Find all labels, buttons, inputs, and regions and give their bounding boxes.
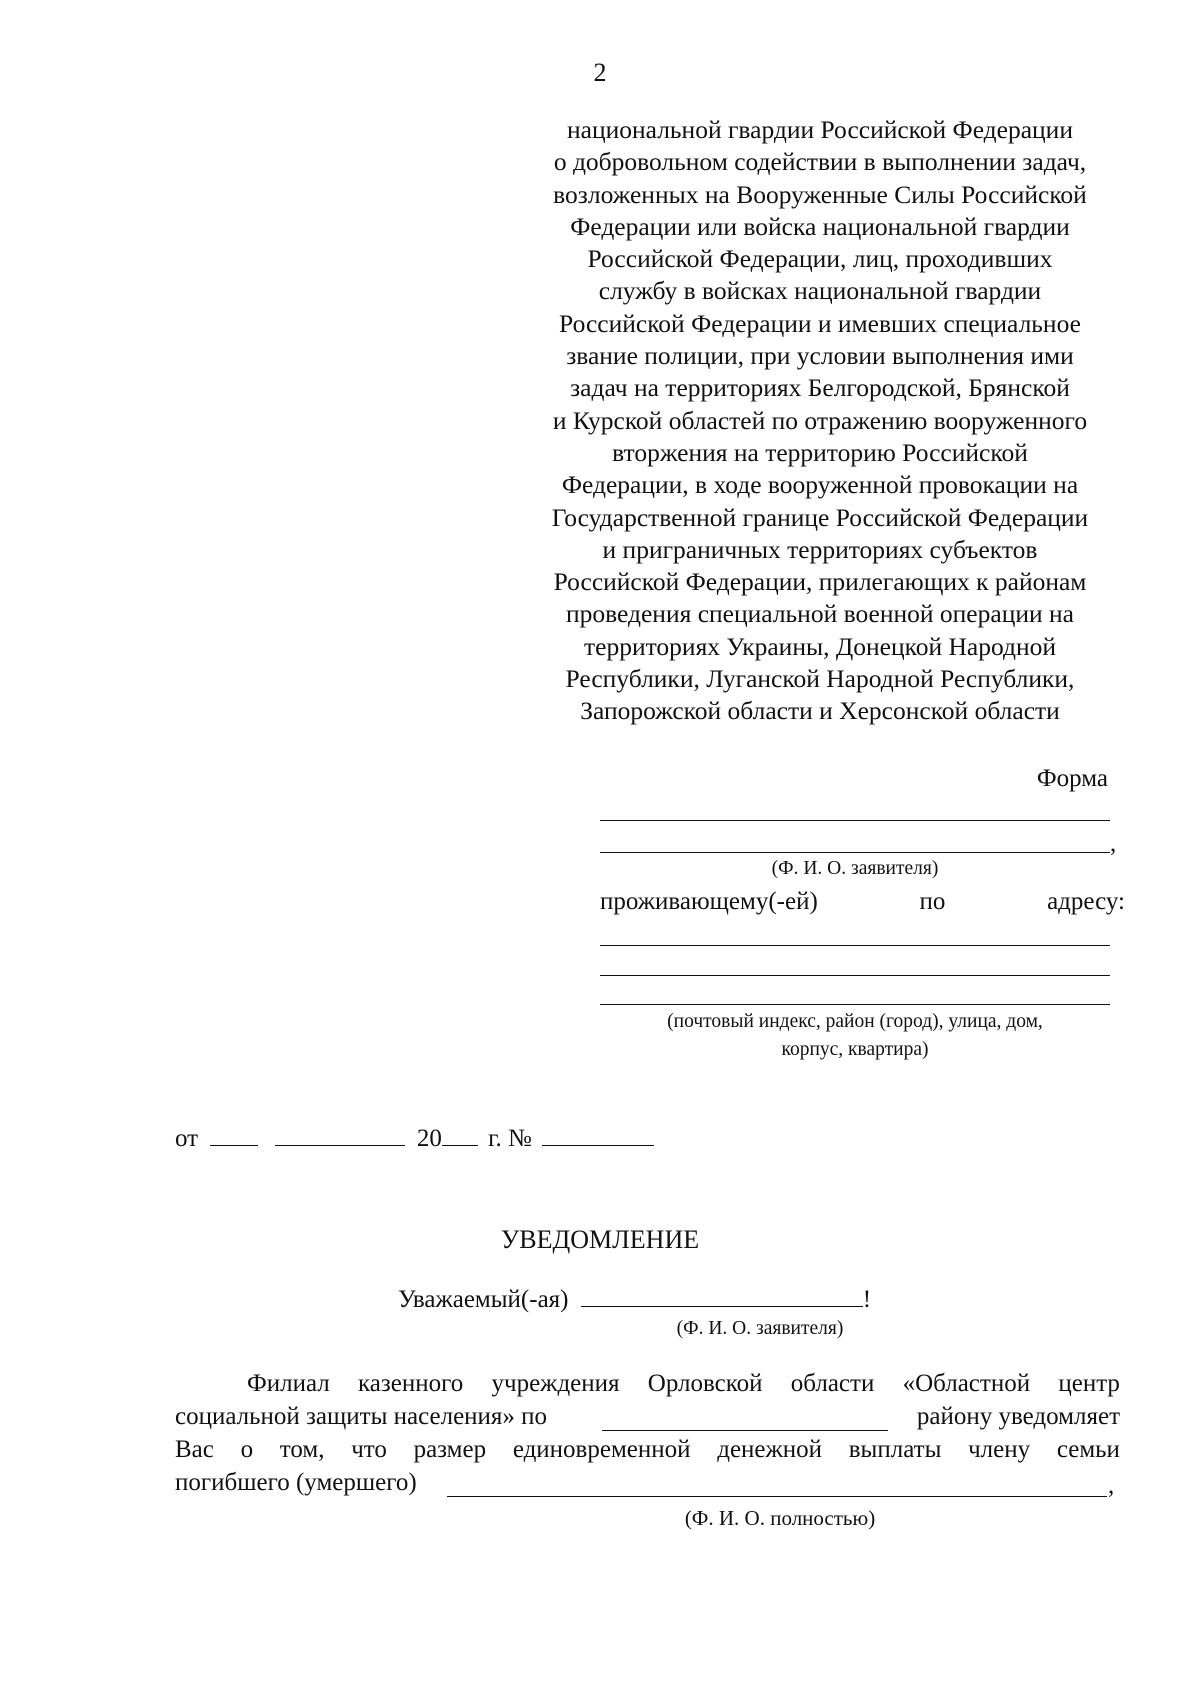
header-line: национальной гвардии Российской Федерации [567,115,1073,144]
body-word: области [790,1370,875,1397]
date-month-field[interactable] [275,1125,405,1146]
date-year-prefix: 20 [416,1125,442,1152]
residing-address: адресу: [1047,888,1125,915]
date-year-suffix: г. № [488,1125,532,1152]
header-line: Федерации, в ходе вооруженной провокации на [561,470,1079,500]
body-word: члену [968,1436,1031,1463]
applicant-name-line-2[interactable] [600,852,1110,853]
body-word: выплаты [848,1436,942,1463]
body-word: учреждения [491,1370,620,1397]
notice-title: УВЕДОМЛЕНИЕ [500,1225,700,1254]
header-line: возложенных на Вооруженные Силы Российской [553,179,1087,209]
header-line: и приграничных территориях субъектов [602,534,1038,564]
header-line: звание полиции, при условии выполнения ими [566,341,1074,371]
address-caption-line-1: (почтовый индекс, район (город), улица, дом, [667,1011,1043,1032]
greeting-exclaim: ! [862,1286,872,1313]
body-word: о [240,1436,254,1463]
header-line: Федерации или войска национальной гвардии [570,211,1070,241]
address-caption-line-2: корпус, квартира) [781,1039,929,1060]
greeting-text: Уважаемый(-ая) [398,1286,569,1313]
body-word: размер [413,1436,487,1463]
district-field[interactable] [602,1410,888,1431]
body-word: том, [279,1436,325,1463]
header-block [490,114,1150,728]
greeting-caption: (Ф. И. О. заявителя) [676,1318,844,1339]
body-word: семьи [1056,1436,1120,1463]
deceased-name-caption: (Ф. И. О. полностью) [684,1506,876,1530]
header-line: Республики, Луганской Народной Республики, [565,664,1075,694]
header-line: и Курской областей по отражению вооруженного [552,405,1088,435]
address-line-3[interactable] [600,1004,1110,1005]
header-line: задач на территориях Белгородской, Брянской [570,373,1070,403]
form-label: Форма [1036,765,1108,792]
body-word: Орловской [647,1370,763,1397]
body-line-4-start: погибшего (умершего) [175,1469,417,1496]
body-word: денежной [717,1436,823,1463]
header-line: Российской Федерации, прилегающих к районам [553,567,1087,597]
residing-word: проживающему(-ей) [600,888,818,915]
body-word: единовременной [512,1436,691,1463]
header-line: проведения специальной военной операции на [566,599,1074,629]
date-number-row [175,1125,654,1153]
header-line: о добровольном содействии в выполнении задач, [553,147,1087,177]
body-word: Вас [175,1436,214,1463]
applicant-name-caption: (Ф. И. О. заявителя) [771,858,939,879]
header-line: Запорожской области и Херсонской области [580,696,1060,726]
header-line: территориях Украины, Донецкой Народной [584,631,1056,661]
applicant-name-line-1[interactable] [600,820,1110,821]
body-word: что [351,1436,387,1463]
address-line-1[interactable] [600,945,1110,946]
body-line-1 [175,1370,1120,1398]
header-line: вторжения на территорию Российской [612,437,1028,467]
body-word: «Областной [902,1370,1031,1397]
deceased-name-field[interactable] [447,1476,1107,1497]
date-ot: от [175,1125,199,1152]
body-line-4-comma: , [1108,1472,1115,1499]
page-number: 2 [593,58,607,87]
header-line: службу в войсках национальной гвардии [598,276,1042,306]
header-line: Российской Федерации, лиц, проходивших [587,244,1053,274]
document-number-field[interactable] [542,1125,654,1146]
address-caption [600,1008,1110,1064]
body-word: Филиал [247,1370,330,1397]
body-line-2-start: социальной защиты населения» по [175,1403,548,1430]
residing-po: по [919,888,946,915]
residing-row [600,888,1125,916]
greeting-row [398,1286,871,1314]
body-line-3 [175,1436,1120,1464]
date-year-field[interactable] [442,1125,478,1146]
body-word: казенного [358,1370,464,1397]
header-line: Государственной границе Российской Федерации [551,502,1089,532]
address-line-2[interactable] [600,975,1110,976]
body-word: центр [1058,1370,1120,1397]
header-line: Российской Федерации и имевших специальное [559,308,1081,338]
date-day-field[interactable] [210,1125,258,1146]
body-line-2-end: району уведомляет [916,1403,1120,1430]
applicant-trailing-comma: , [1110,830,1117,857]
greeting-name-field[interactable] [581,1286,863,1307]
